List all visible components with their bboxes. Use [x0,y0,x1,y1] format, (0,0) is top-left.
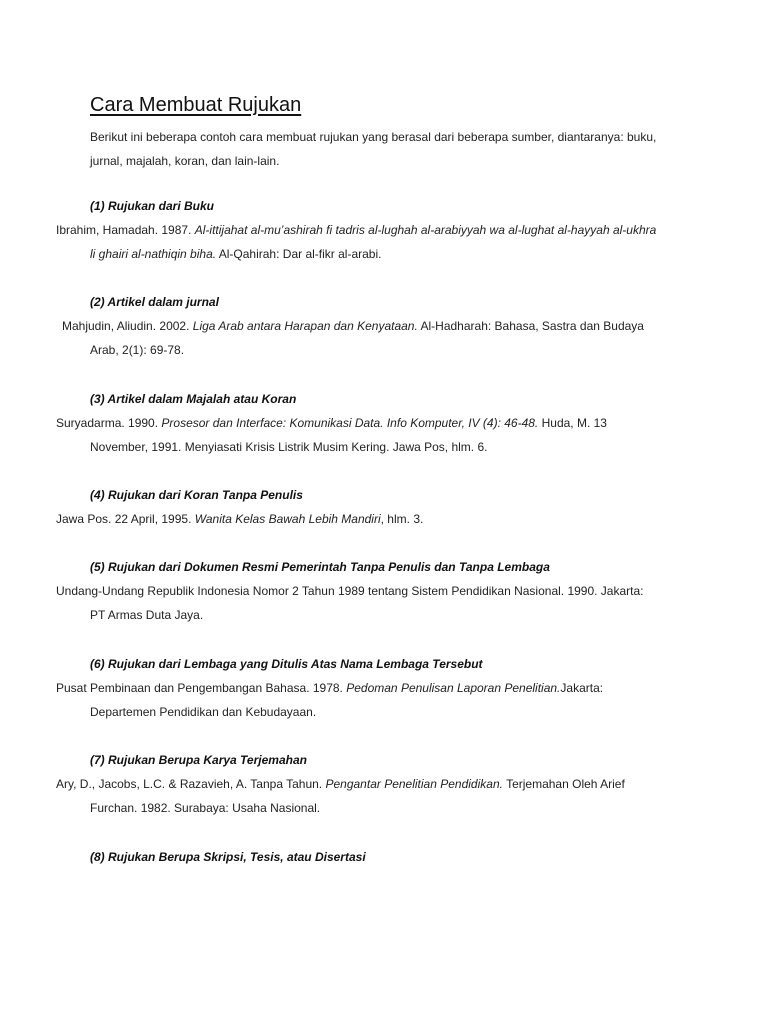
reference-entry-4 [56,507,423,531]
intro-line-1: Berikut ini beberapa contoh cara membuat rujukan yang berasal dari beberapa sumber, diantaranya: buku, [90,130,657,144]
reference-entry-3-second-author: Huda, M. 13 [538,416,607,430]
reference-entry-3-line-2: November, 1991. Menyiasati Krisis Listrik Musim Kering. Jawa Pos, hlm. 6. [90,440,488,454]
reference-entry-3-author: Suryadarma. 1990. [56,416,162,430]
reference-entry-4-source: Jawa Pos. 22 April, 1995. [56,512,195,526]
reference-entry-1-publisher: Al-Qahirah: Dar al-fikr al-arabi. [216,247,382,261]
reference-entry-3-title: Prosesor dan Interface: Komunikasi Data. Info Komputer, IV (4): 46-48. [161,416,539,430]
section-heading-3: (3) Artikel dalam Majalah atau Koran [90,392,297,406]
reference-entry-3 [56,411,607,459]
reference-entry-2 [62,314,644,362]
intro-line-2: jurnal, majalah, koran, dan lain-lain. [90,154,280,168]
reference-entry-6-author: Pusat Pembinaan dan Pengembangan Bahasa. 1978. [56,681,347,695]
section-heading-1: (1) Rujukan dari Buku [90,199,215,213]
reference-entry-1-line-2 [56,242,656,266]
reference-entry-7-author: Ary, D., Jacobs, L.C. & Razavieh, A. Tanpa Tahun. [56,777,326,791]
reference-entry-6-line-2: Departemen Pendidikan dan Kebudayaan. [90,705,317,719]
reference-entry-7 [56,772,625,820]
reference-entry-7-line-2: Furchan. 1982. Surabaya: Usaha Nasional. [90,801,321,815]
reference-entry-2-line-1 [62,314,644,338]
reference-entry-6-city: Jakarta: [560,681,604,695]
section-heading-8: (8) Rujukan Berupa Skripsi, Tesis, atau Disertasi [90,850,366,864]
page-title: Cara Membuat Rujukan [90,94,302,116]
reference-entry-1 [56,218,656,266]
reference-entry-5 [56,579,644,627]
reference-entry-5-line-1: Undang-Undang Republik Indonesia Nomor 2 Tahun 1989 tentang Sistem Pendidikan Nasional. 1990. Jakarta: [56,584,644,598]
reference-entry-2-title: Liga Arab antara Harapan dan Kenyataan. [192,319,418,333]
reference-entry-7-line-1 [56,772,625,796]
section-heading-6: (6) Rujukan dari Lembaga yang Ditulis Atas Nama Lembaga Tersebut [90,657,483,671]
reference-entry-7-title: Pengantar Penelitian Pendidikan. [325,777,503,791]
section-heading-4: (4) Rujukan dari Koran Tanpa Penulis [90,488,303,502]
reference-entry-4-title: Wanita Kelas Bawah Lebih Mandiri [194,512,381,526]
reference-entry-6-title: Pedoman Penulisan Laporan Penelitian. [346,681,561,695]
section-heading-2: (2) Artikel dalam jurnal [90,295,219,309]
reference-entry-4-page: , hlm. 3. [380,512,424,526]
reference-entry-2-line-2: Arab, 2(1): 69-78. [90,343,185,357]
reference-entry-6-line-1 [56,676,603,700]
reference-entry-2-journal: Al-Hadharah: Bahasa, Sastra dan Budaya [417,319,644,333]
reference-entry-1-title: Al-ittijahat al-mu’ashirah fi tadris al-lughah al-arabiyyah wa al-lughat al-hayyah al-ukhra [194,223,657,237]
reference-entry-4-line-1 [56,507,423,531]
reference-entry-1-title-cont: li ghairi al-nathiqin biha. [90,247,217,261]
reference-entry-6 [56,676,603,724]
reference-entry-3-line-1 [56,411,607,435]
intro-paragraph [90,125,690,173]
reference-entry-1-line-1 [56,218,656,242]
reference-entry-5-line-2: PT Armas Duta Jaya. [90,608,204,622]
reference-entry-7-translator: Terjemahan Oleh Arief [502,777,625,791]
reference-entry-2-author: Mahjudin, Aliudin. 2002. [62,319,193,333]
reference-entry-1-author: Ibrahim, Hamadah. 1987. [56,223,195,237]
section-heading-7: (7) Rujukan Berupa Karya Terjemahan [90,753,307,767]
section-heading-5: (5) Rujukan dari Dokumen Resmi Pemerintah Tanpa Penulis dan Tanpa Lembaga [90,560,550,574]
